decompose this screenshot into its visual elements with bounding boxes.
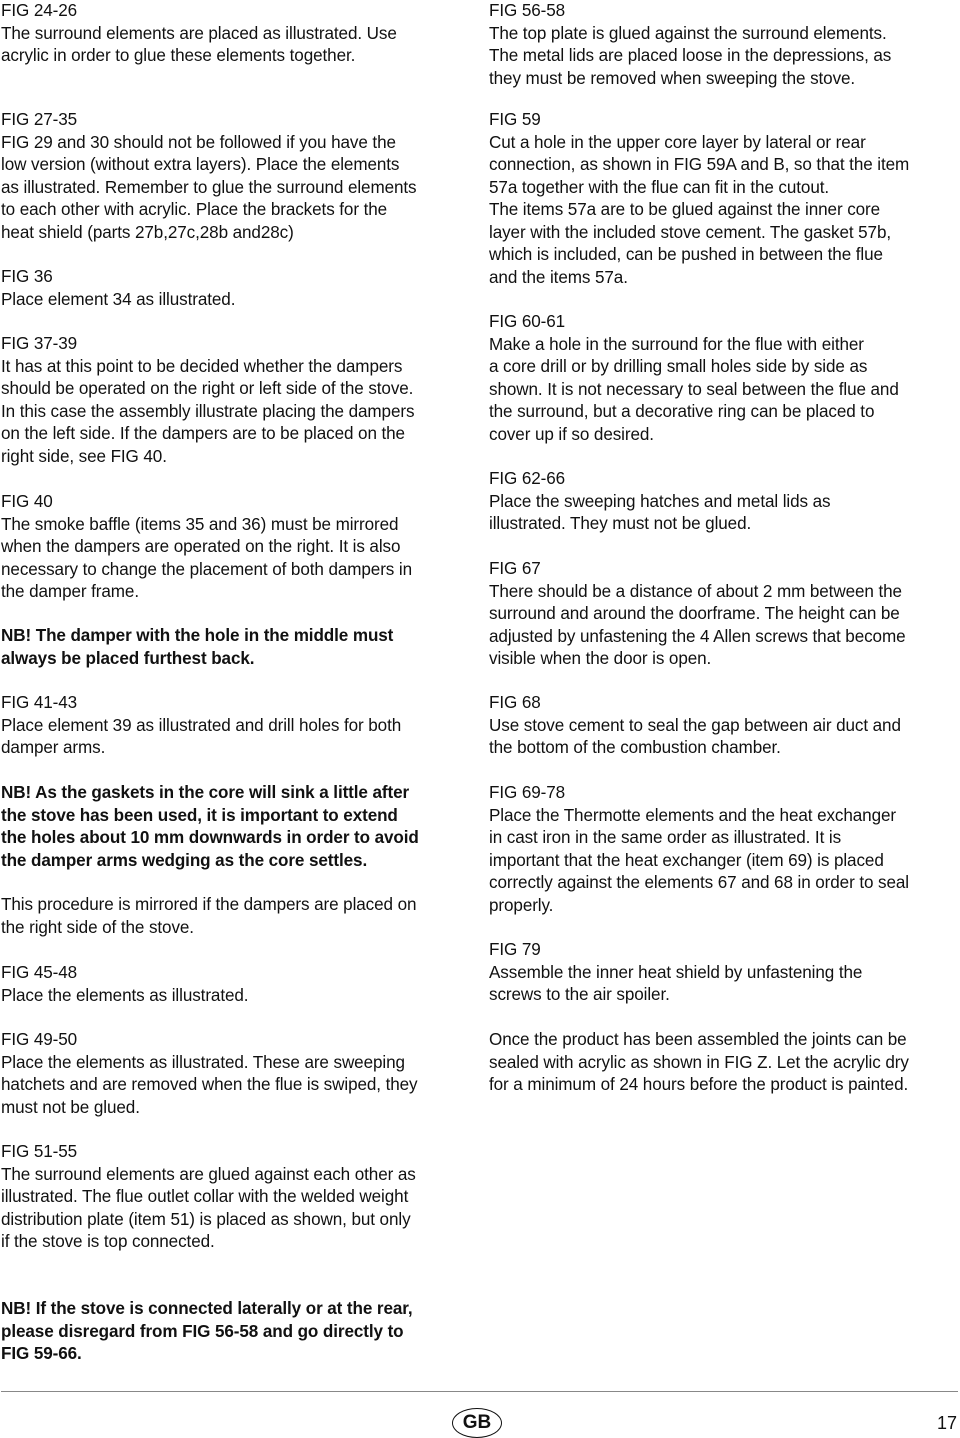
paragraph-line: necessary to change the placement of both dampers in	[1, 559, 413, 579]
paragraph-line: visible when the door is open.	[489, 649, 712, 668]
paragraph-line: on the left side. If the dampers are to be placed on the	[1, 424, 405, 443]
paragraph-line: Place element 39 as illustrated and drill holes for both	[1, 715, 402, 735]
paragraph-line: damper arms.	[1, 738, 106, 757]
paragraph-line: heat shield (parts 27b,27c,28b and28c)	[1, 222, 294, 242]
section-fig59	[489, 109, 959, 289]
paragraph-line: if the stove is top connected.	[1, 1232, 215, 1251]
section-fig67	[489, 558, 959, 671]
paragraph-line: NB! If the stove is connected laterally or at the rear,	[1, 1299, 413, 1318]
section-fig37	[1, 333, 471, 468]
section-heading: FIG 69-78	[489, 783, 566, 802]
section-heading: FIG 79	[489, 940, 541, 959]
paragraph-line: FIG 29 and 30 should not be followed if you have the	[1, 132, 396, 152]
section-fig69	[489, 782, 959, 917]
section-heading: FIG 59	[489, 110, 541, 129]
section-heading: FIG 62-66	[489, 469, 566, 488]
paragraph-line: low version (without extra layers). Place the elements	[1, 155, 400, 174]
section-heading: FIG 36	[1, 267, 53, 286]
paragraph-line: The metal lids are placed loose in the depressions, as	[489, 46, 892, 65]
paragraph-line: acrylic in order to glue these elements together.	[1, 46, 356, 65]
paragraph-line: always be placed furthest back.	[1, 648, 255, 668]
paragraph-line: Place the elements as illustrated. These are sweeping	[1, 1052, 405, 1072]
paragraph-line: please disregard from FIG 56-58 and go directly to	[1, 1321, 404, 1341]
section-heading: FIG 51-55	[1, 1142, 78, 1161]
paragraph-line: in cast iron in the same order as illustrated. It is	[489, 828, 842, 847]
language-badge	[452, 1408, 502, 1438]
paragraph-line: It has at this point to be decided whether the dampers	[1, 356, 403, 376]
paragraph-line: illustrated. They must not be glued.	[489, 514, 752, 533]
paragraph-line: Assemble the inner heat shield by unfastening the	[489, 962, 863, 982]
section-nb3	[1, 1298, 471, 1366]
section-fig36	[1, 266, 471, 311]
paragraph-line: This procedure is mirrored if the dampers are placed on	[1, 895, 417, 914]
paragraph-line: Place the sweeping hatches and metal lids as	[489, 491, 831, 511]
paragraph-line: Place element 34 as illustrated.	[1, 289, 236, 309]
paragraph-line: distribution plate (item 51) is placed as shown, but only	[1, 1209, 411, 1229]
section-heading: FIG 49-50	[1, 1030, 78, 1049]
section-heading: FIG 60-61	[489, 312, 566, 331]
section-fig79	[489, 939, 959, 1007]
paragraph-line: The smoke baffle (items 35 and 36) must be mirrored	[1, 514, 399, 534]
section-fig27	[1, 109, 471, 244]
section-nb1	[1, 625, 471, 670]
paragraph-line: hatchets and are removed when the flue is swiped, they	[1, 1075, 418, 1094]
paragraph-line: they must be removed when sweeping the stove.	[489, 68, 856, 88]
paragraph-line: adjusted by unfastening the 4 Allen screws that become	[489, 626, 906, 646]
paragraph-line: the right side of the stove.	[1, 917, 194, 937]
paragraph-line: properly.	[489, 895, 554, 915]
paragraph-line: Place the Thermotte elements and the heat exchanger	[489, 805, 896, 825]
paragraph-line: The surround elements are placed as illustrated. Use	[1, 23, 397, 43]
paragraph-line: sealed with acrylic as shown in FIG Z. Let the acrylic dry	[489, 1052, 909, 1072]
paragraph-line: the damper frame.	[1, 582, 139, 601]
section-fig56	[489, 0, 959, 90]
paragraph-line: connection, as shown in FIG 59A and B, so that the item	[489, 155, 910, 174]
section-fig40	[1, 491, 471, 604]
section-heading: FIG 67	[489, 559, 541, 578]
paragraph-line: which is included, can be pushed in between the flue	[489, 245, 883, 264]
section-heading: FIG 27-35	[1, 110, 78, 129]
paragraph-line: The surround elements are glued against each other as	[1, 1164, 416, 1184]
section-fig68	[489, 692, 959, 760]
section-heading: FIG 40	[1, 492, 53, 511]
paragraph-line: FIG 59-66.	[1, 1344, 82, 1363]
paragraph-line: and the items 57a.	[489, 267, 628, 287]
section-heading: FIG 56-58	[489, 1, 566, 20]
paragraph-line: NB! As the gaskets in the core will sink a little after	[1, 783, 410, 802]
paragraph-line: right side, see FIG 40.	[1, 446, 167, 466]
section-fig41	[1, 692, 471, 760]
paragraph-line: the bottom of the combustion chamber.	[489, 738, 781, 757]
paragraph-line: the stove has been used, it is important to extend	[1, 805, 398, 825]
section-fig60	[489, 311, 959, 446]
paragraph-line: the holes about 10 mm downwards in order to avoid	[1, 828, 419, 847]
paragraph-line: shown. It is not necessary to seal between the flue and	[489, 379, 899, 399]
paragraph-line: must not be glued.	[1, 1097, 140, 1117]
paragraph-line: for a minimum of 24 hours before the product is painted.	[489, 1075, 909, 1094]
paragraph-line: In this case the assembly illustrate placing the dampers	[1, 401, 415, 421]
section-heading: FIG 68	[489, 693, 541, 712]
section-final	[489, 1029, 959, 1097]
paragraph-line: layer with the included stove cement. The gasket 57b,	[489, 222, 892, 242]
paragraph-line: correctly against the elements 67 and 68 in order to seal	[489, 873, 909, 892]
paragraph-line: to each other with acrylic. Place the brackets for the	[1, 200, 388, 219]
section-fig24	[1, 0, 471, 68]
paragraph-line: 57a together with the flue can fit in the cutout.	[489, 177, 830, 197]
section-heading: FIG 24-26	[1, 1, 78, 20]
section-nb2	[1, 782, 471, 872]
paragraph-line: Place the elements as illustrated.	[1, 985, 249, 1005]
paragraph-line: The items 57a are to be glued against the inner core	[489, 200, 881, 219]
paragraph-line: Once the product has been assembled the joints can be	[489, 1030, 907, 1049]
paragraph-line: as illustrated. Remember to glue the surround elements	[1, 177, 417, 197]
paragraph-line: The top plate is glued against the surround elements.	[489, 23, 887, 43]
section-heading: FIG 37-39	[1, 334, 78, 353]
paragraph-line: when the dampers are operated on the right. It is also	[1, 537, 401, 556]
paragraph-line: important that the heat exchanger (item 69) is placed	[489, 850, 884, 870]
paragraph-line: should be operated on the right or left side of the stove.	[1, 379, 414, 398]
paragraph-line: cover up if so desired.	[489, 424, 654, 444]
language-code: GB	[462, 1412, 492, 1433]
paragraph-line: a core drill or by drilling small holes side by side as	[489, 357, 868, 376]
section-mirror	[1, 894, 471, 939]
paragraph-line: illustrated. The flue outlet collar with the welded weight	[1, 1187, 409, 1206]
paragraph-line: There should be a distance of about 2 mm between the	[489, 581, 902, 601]
footer-divider	[1, 1391, 958, 1392]
paragraph-line: NB! The damper with the hole in the middle must	[1, 626, 394, 645]
section-fig45	[1, 962, 471, 1007]
section-heading: FIG 41-43	[1, 693, 78, 712]
paragraph-line: screws to the air spoiler.	[489, 985, 670, 1004]
paragraph-line: Cut a hole in the upper core layer by lateral or rear	[489, 132, 866, 152]
paragraph-line: Make a hole in the surround for the flue with either	[489, 334, 864, 354]
paragraph-line: the surround, but a decorative ring can be placed to	[489, 402, 875, 421]
section-heading: FIG 45-48	[1, 963, 78, 982]
paragraph-line: surround and around the doorframe. The height can be	[489, 604, 900, 623]
paragraph-line: Use stove cement to seal the gap between air duct and	[489, 715, 901, 735]
section-fig62	[489, 468, 959, 536]
section-fig51	[1, 1141, 471, 1254]
paragraph-line: the damper arms wedging as the core settles.	[1, 850, 368, 870]
section-fig49	[1, 1029, 471, 1119]
page-number: 17	[936, 1413, 957, 1433]
